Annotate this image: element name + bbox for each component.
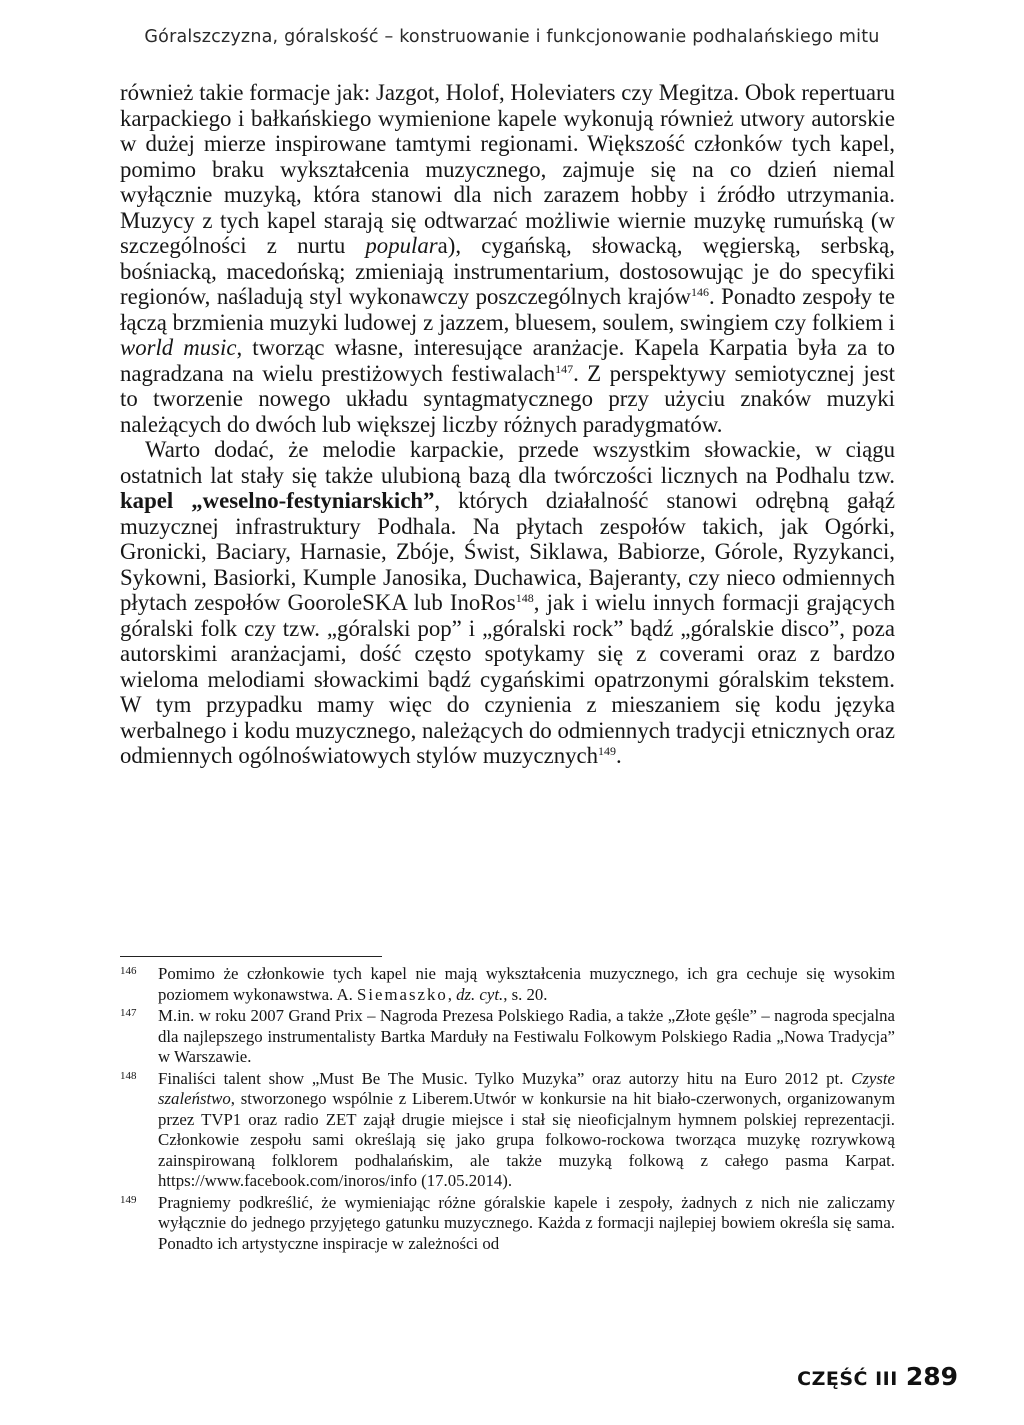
footnote-ref-146[interactable]: 146 xyxy=(690,285,709,299)
footnote-number: 149 xyxy=(120,1193,137,1206)
page-footer xyxy=(797,1362,958,1391)
text-run: , xyxy=(447,984,457,1004)
text-run: Warto dodać, że melodie karpackie, przede wszystkim słowackie, w ciągu ostatnich lat stały się także ulubioną bazą dla twórczości licznych na Podhalu tzw. xyxy=(120,437,895,488)
text-run: . Z perspektywy semiotycznej jest to tworzenie nowego układu syntagmatycznego przy użyciu znaków muzyki należących do dwóch lub większej liczby różnych paradygmatów. xyxy=(120,360,895,437)
footnote-number: 148 xyxy=(120,1069,137,1082)
running-header: Góralszczyzna, góralskość – konstruowanie i funkcjonowanie podhalańskiego mitu xyxy=(144,27,880,47)
footnote-146 xyxy=(120,964,895,1005)
author-name: Siemaszko xyxy=(357,984,448,1004)
footnotes xyxy=(120,964,895,1255)
footnote-ref-149[interactable]: 149 xyxy=(598,744,617,758)
bold-term: kapel „weselno-festyniarskich” xyxy=(120,488,435,513)
text-run: a), cygańską, słowacką, węgierską, serbską, bośniacką, macedońską; zmieniają instrumentarium, dostosowując je do specyfiki regionów, naśladują styl wykonawczy poszczególnych krajów xyxy=(120,233,895,309)
text-run: . Ponadto zespoły te łączą brzmienia muzyki ludowej z jazzem, bluesem, soulem, swingiem czy folkiem i xyxy=(120,284,895,335)
body-text xyxy=(120,80,895,769)
paragraph-1 xyxy=(120,80,895,437)
song-title: Czyste szaleństwo xyxy=(158,1068,895,1108)
italic-term-world-music: world music xyxy=(120,335,237,360)
footnote-148 xyxy=(120,1069,895,1192)
text-run: , s. 20. xyxy=(503,984,548,1004)
footnote-number: 146 xyxy=(120,965,137,977)
footnote-149 xyxy=(120,1193,895,1255)
italic-term-popular: popular xyxy=(365,233,438,258)
text-run: , jak i wielu innych formacji grających góralski folk czy tzw. „góralski pop” i „góralski rock” bądź „góralskie disco”, poza autorskimi aranżacjami, dość często spotykamy się z coverami oraz z bardzo wieloma melodiami słowackimi bądź cygańskimi opatrzonymi góralskim tekstem. W tym przypadku mamy więc do czynienia z mieszaniem się kodu języka werbalnego i kodu muzycznego, należących do odmiennych tradycji etnicznych oraz odmiennych ogólnoświatowych stylów muzycznych xyxy=(120,590,895,768)
text-run: Finaliści talent show „Must Be The Music. Tylko Muzyka” oraz autorzy hitu na Euro 2012 pt. xyxy=(158,1068,852,1088)
text-run: również takie formacje jak: Jazgot, Holof, Holeviaters czy Megitza. Obok repertuaru karpackiego i bałkańskiego wymienione kapele wykonują również utwory autorskie w dużej mierze inspirowane tamtymi regionami. Większość członków tych kapel, pomimo braku wykształcenia muzycznego, zajmuje się na co dzień niemal wyłącznie muzyką, która stanowi dla nich zarazem hobby i źródło utrzymania. Muzycy z tych kapel starają się odtwarzać możliwie wiernie muzykę rumuńską (w szczególności z nurtu xyxy=(120,80,895,258)
footnote-divider xyxy=(120,956,382,957)
text-run: M.in. w roku 2007 Grand Prix – Nagroda Prezesa Polskiego Radia, a także „Złote gęśle” – nagroda specjalna dla najlepszego instrumentalisty Bartka Marduły na Festiwalu Folkowym Polskiego Radia „Nowa Tradycja” w Warszawie. xyxy=(158,1006,895,1066)
footnote-ref-148[interactable]: 148 xyxy=(515,591,534,605)
citation-abbrev: dz. cyt. xyxy=(456,984,504,1004)
text-run: , których działalność stanowi odrębną gałąź muzycznej infrastruktury Podhala. Na płytach zespołów takich, jak Ogórki, Gronicki, Baciary, Harnasie, Zbóje, Świst, Siklawa, Babiorze, Górole, Ryzykanci, Sykowni, Basiorki, Kumple Janosika, Duchawica, Bajeranty, czy nieco odmiennych płytach zespołów GooroleSKA lub InoRos xyxy=(120,488,895,615)
text-run: , stworzonego wspólnie z Liberem.Utwór w konkursie na hit biało-czerwonych, organizowanym przez TVP1 oraz radio ZET zajął drugie miejsce i stał się nieoficjalnym hymnem polskiej reprezentacji. Członkowie zespołu sami określają się jako grupa folkowo-rockowa tworząca muzykę rozrywkową zainspirowaną folklorem podhalańskim, ale także muzyką folkową z całego pasma Karpat. https://www.facebook.com/inoros/info (17.05.2014). xyxy=(158,1089,895,1190)
footnote-ref-147[interactable]: 147 xyxy=(555,361,574,376)
footnote-147 xyxy=(120,1006,895,1068)
text-run: Pragniemy podkreślić, że wymieniając różne góralskie kapele i zespoły, żadnych z nich nie zaliczamy wyłącznie do jednego przyjętego gatunku muzycznego. Każda z formacji najlepiej bowiem określa się sama. Ponadto ich artystyczne inspiracje w zależności od xyxy=(158,1192,895,1253)
text-run: , tworząc własne, interesujące aranżacje. Kapela Karpatia była za to nagradzana na wielu prestiżowych festiwalach xyxy=(120,335,896,386)
paragraph-2 xyxy=(120,437,895,769)
part-label: CZĘŚĆ III xyxy=(797,1368,898,1390)
footnote-number: 147 xyxy=(120,1007,137,1019)
text-run: . xyxy=(616,743,622,768)
page-number: 289 xyxy=(905,1362,958,1391)
text-run: Pomimo że członkowie tych kapel nie mają wykształcenia muzycznego, ich gra cechuje się wysokim poziomem wykonawstwa. A. xyxy=(158,964,895,1004)
